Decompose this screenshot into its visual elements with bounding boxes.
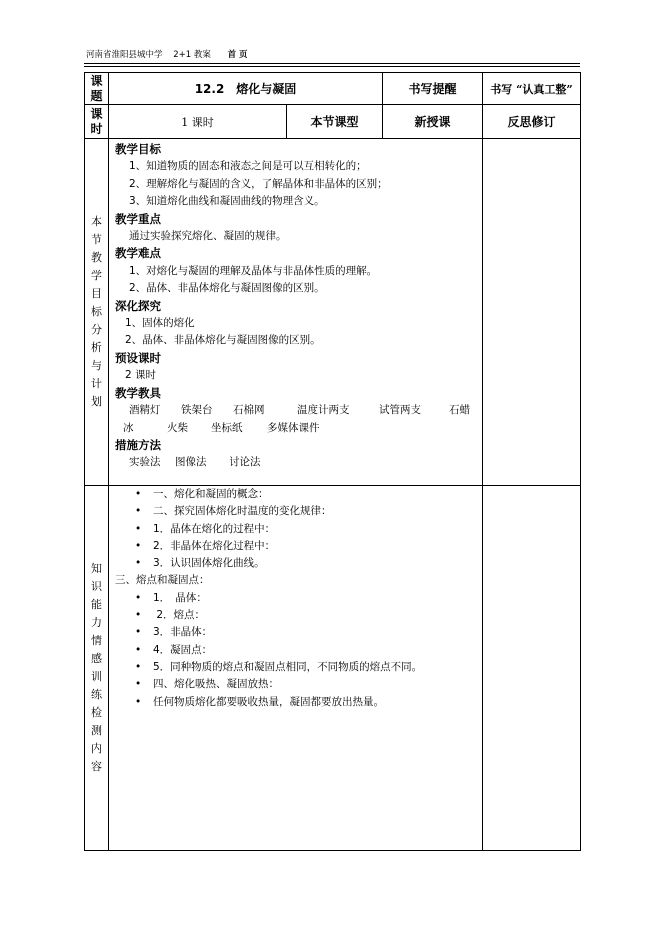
key-text: 通过实验探究熔化、凝固的规律。 [129, 230, 287, 243]
tools-line-2 [115, 420, 478, 437]
knowledge-content [109, 486, 483, 851]
list-item: • 二、探究固体熔化时温度的变化规律： [135, 505, 332, 518]
topic-label: 课题 [85, 73, 109, 105]
deep-item: 1、固体的熔化 [125, 317, 195, 330]
method-item: 图像法 [175, 456, 207, 469]
hours-row [85, 105, 581, 139]
tool-item: 冰 [123, 421, 134, 434]
methods-line [115, 454, 478, 471]
page-header [84, 48, 580, 64]
goals-title: 教学目标 [115, 142, 161, 156]
type-label: 本节课型 [287, 105, 383, 139]
key-title: 教学重点 [115, 211, 161, 226]
school-name: 河南省淮阳县城中学 [86, 50, 163, 60]
tool-item: 多媒体课件 [267, 421, 320, 434]
tool-item: 坐标纸 [211, 421, 243, 434]
method-item: 实验法 [129, 456, 161, 469]
method-item: 讨论法 [229, 456, 261, 469]
tool-item: 试管两支 [379, 404, 421, 417]
reminder-label: 书写提醒 [383, 73, 483, 105]
list-item: • 2．熔点： [135, 609, 206, 622]
list-item: 三、熔点和凝固点： [115, 574, 210, 587]
list-item: • 4．凝固点： [135, 643, 213, 656]
plan-row [85, 139, 581, 486]
header-divider [84, 66, 580, 67]
plan-reflection-cell [483, 139, 581, 486]
list-item: • 5．同种物质的熔点和凝固点相同，不同物质的熔点不同。 [135, 660, 423, 673]
plan-content [109, 139, 483, 486]
deep-item: 2、晶体、非晶体熔化与凝固图像的区别。 [125, 334, 321, 347]
tool-item: 石棉网 [233, 404, 265, 417]
goal-item: 1、知道物质的固态和液态之间是可以互相转化的； [129, 160, 367, 173]
tool-item: 酒精灯 [129, 404, 161, 417]
tool-item: 火柴 [167, 421, 188, 434]
topic-row [85, 73, 581, 105]
reminder-value: 书写 “认真工整” [483, 73, 581, 105]
type-value: 新授课 [383, 105, 483, 139]
knowledge-side-label: 知 识 能 力 情 感 训 练 检 测 内 容 [85, 486, 109, 851]
hard-item: 2、晶体、非晶体熔化与凝固图像的区别。 [129, 282, 325, 295]
hard-item: 1、对熔化与凝固的理解及晶体与非晶体性质的理解。 [129, 264, 378, 277]
deep-title: 深化探究 [115, 298, 161, 313]
time-text: 2 课时 [125, 369, 157, 382]
time-title: 预设课时 [115, 350, 161, 365]
list-item: • 1． 晶体： [135, 591, 207, 604]
list-item: • 3．非晶体： [135, 626, 213, 639]
lesson-topic: 12.2 熔化与凝固 [109, 73, 383, 105]
tool-item: 石蜡 [449, 404, 470, 417]
tool-item: 铁架台 [181, 404, 213, 417]
hard-title: 教学难点 [115, 246, 161, 261]
hours-value: 1 课时 [109, 105, 287, 139]
lesson-plan-table [84, 72, 581, 851]
list-item: • 2．非晶体在熔化过程中： [135, 539, 276, 552]
reflect-label: 反思修订 [483, 105, 581, 139]
list-item: • 3．认识固体熔化曲线。 [135, 557, 265, 570]
knowledge-row [85, 486, 581, 851]
list-item: • 四、熔化吸热、凝固放热： [135, 678, 279, 691]
list-item: • 任何物质熔化都要吸收热量，凝固都要放出热量。 [135, 695, 384, 708]
tool-item: 温度计两支 [297, 404, 350, 417]
tools-title: 教学教具 [115, 385, 161, 400]
tools-line-1 [115, 402, 478, 419]
plan-type: 2+1 教案 [173, 50, 211, 60]
goal-item: 2、理解熔化与凝固的含义，了解晶体和非晶体的区别； [129, 177, 388, 190]
plan-side-label: 本 节 教 学 目 标 分 析 与 计 划 [85, 139, 109, 486]
page-label: 首 页 [227, 50, 248, 60]
method-title: 措施方法 [115, 437, 161, 452]
hours-label: 课时 [85, 105, 109, 139]
list-item: • 1．晶体在熔化的过程中： [135, 522, 276, 535]
list-item: • 一、熔化和凝固的概念： [135, 488, 269, 500]
knowledge-reflection-cell [483, 486, 581, 851]
goal-item: 3、知道熔化曲线和凝固曲线的物理含义。 [129, 195, 325, 208]
